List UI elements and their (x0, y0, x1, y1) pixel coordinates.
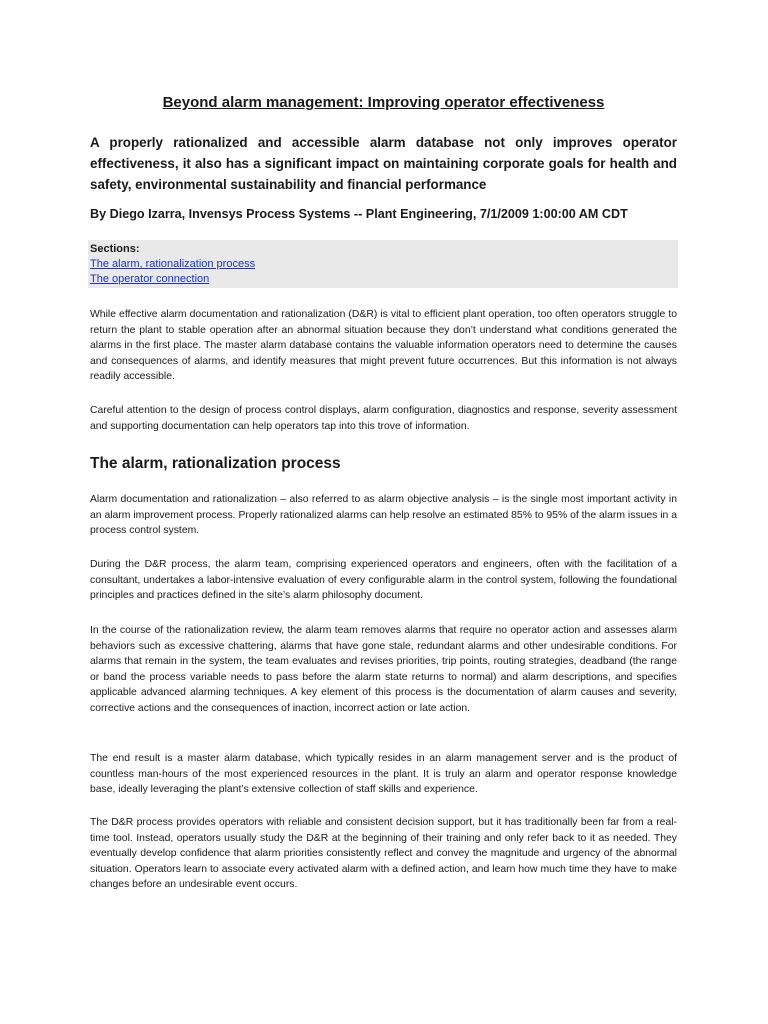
body-paragraph-1: Alarm documentation and rationalization – also referred to as alarm objective analysis – is the single most important activity in an alarm improvement process. Properly rationalized alarms can help resolve an estimated 85% to 95% of the alarm issues in a process control system. (90, 494, 677, 536)
body-paragraph-5: The D&R process provides operators with reliable and consistent decision support, but it has traditionally been far from a real-time tool. Instead, operators usually study the D&R at the beginning of their training and only refer back to it as needed. They eventually develop confidence that alarm priorities consistently reflect and convey the magnitude and urgency of the abnormal situation. Operators learn to associate every activated alarm with a defined action, and learn how much time they have to make changes before an undesirable event occurs. (90, 817, 677, 890)
body-paragraph-4: The end result is a master alarm database, which typically resides in an alarm management server and is the product of countless man-hours of the most experienced resources in the plant. It is truly an alarm and operator response knowledge base, ideally leveraging the plant’s extensive collection of staff skills and experience. (90, 753, 677, 795)
section-link-alarm-rationalization[interactable]: The alarm, rationalization process (90, 258, 256, 270)
body-paragraph-3: In the course of the rationalization review, the alarm team removes alarms that require no operator action and assesses alarm behaviors such as excessive chattering, alarms that have gone stale, redundant alarms and other undesirable conditions. For alarms that remain in the system, the team evaluates and revises priorities, trip points, routing strategies, deadband (the range or band the process variable needs to pass before the alarm state returns to normal) and alarm descriptions, and specifies applicable advanced alarming techniques. A key element of this process is the documentation of alarm causes and severity, corrective actions and the consequences of inaction, incorrect action or late action. (90, 625, 677, 714)
sections-label: Sections: (90, 243, 140, 255)
body-paragraph-2: During the D&R process, the alarm team, comprising experienced operators and engineers, often with the facilitation of a consultant, undertakes a labor-intensive evaluation of every configurable alarm in the control system, following the foundational principles and practices defined in the site’s alarm philosophy document. (90, 559, 677, 601)
section-heading-alarm-rationalization: The alarm, rationalization process (90, 455, 341, 472)
article-title: Beyond alarm management: Improving operator effectiveness (162, 94, 605, 111)
sections-box (88, 240, 678, 288)
article-byline: By Diego Izarra, Invensys Process Systems -- Plant Engineering, 7/1/2009 1:00:00 AM CDT (90, 207, 628, 221)
intro-paragraph-2: Careful attention to the design of process control displays, alarm configuration, diagnostics and response, severity assessment and supporting documentation can help operators tap into this trove of information. (90, 405, 677, 432)
section-link-operator-connection[interactable]: The operator connection (90, 273, 210, 285)
intro-paragraph-1: While effective alarm documentation and rationalization (D&R) is vital to efficient plant operation, too often operators struggle to return the plant to stable operation after an abnormal situation because they don’t understand what conditions generated the alarms in the first place. The master alarm database contains the valuable information operators need to determine the causes and consequences of alarms, and identify measures that might prevent future occurrences. But this information is not always readily accessible. (90, 309, 677, 382)
article-subtitle: A properly rationalized and accessible alarm database not only improves operator effectiveness, it also has a significant impact on maintaining corporate goals for health and safety, environmental sustainability and financial performance (90, 135, 677, 192)
